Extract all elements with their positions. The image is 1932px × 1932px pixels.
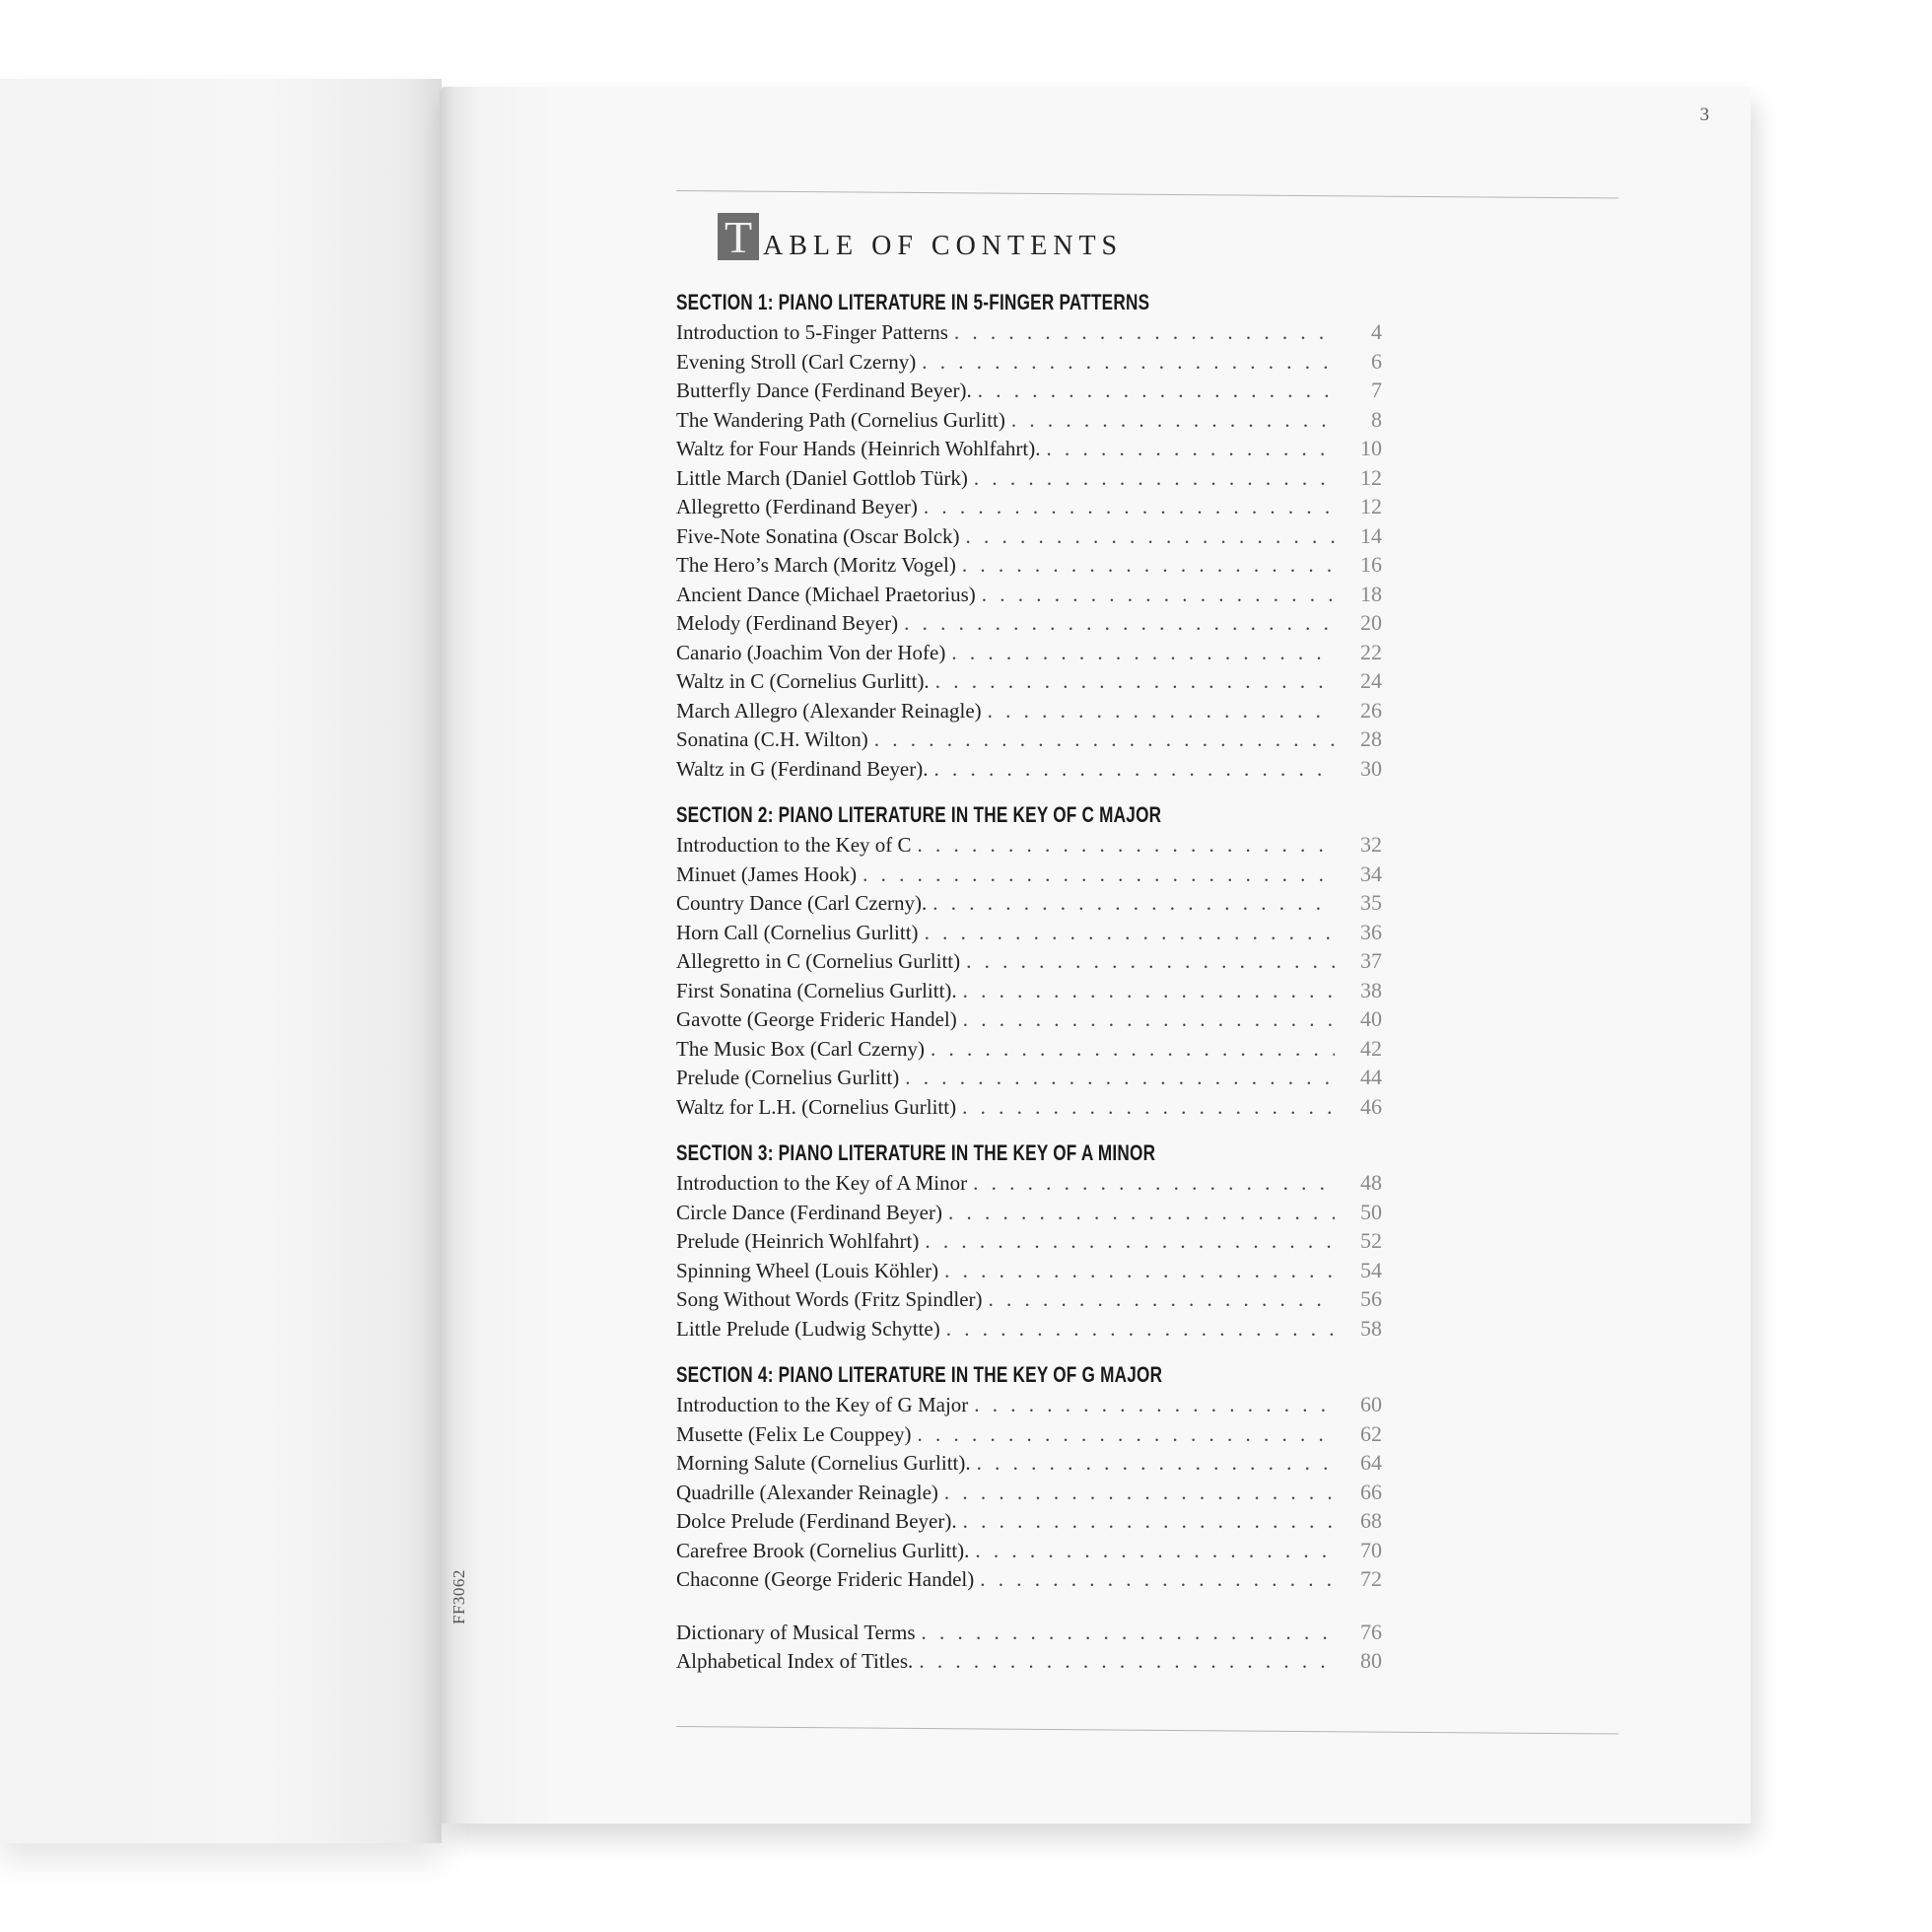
section-spacer [676, 783, 1382, 800]
dot-leader [974, 1391, 1335, 1420]
entry-page-number: 26 [1360, 697, 1382, 723]
dot-leader [951, 639, 1335, 668]
dot-leader [933, 755, 1335, 785]
toc-entry [676, 638, 1382, 667]
section-spacer [676, 1343, 1382, 1360]
entry-page-number: 8 [1371, 406, 1382, 432]
dot-leader [988, 697, 1335, 726]
entry-page-number: 66 [1360, 1479, 1382, 1504]
entry-page-number: 48 [1360, 1170, 1382, 1195]
entry-page-number: 36 [1360, 919, 1382, 944]
dot-leader [980, 1565, 1335, 1595]
section-spacer [676, 1121, 1382, 1138]
toc-title [718, 213, 1123, 260]
toc-entry [676, 1063, 1382, 1092]
dot-leader [919, 1647, 1335, 1677]
dot-leader [989, 1285, 1335, 1315]
toc-entry [676, 1004, 1382, 1034]
dot-leader [922, 1619, 1335, 1648]
dot-leader [874, 725, 1335, 755]
entry-page-number: 76 [1360, 1619, 1382, 1644]
section-heading: SECTION 4: PIANO LITERATURE IN THE KEY OF G MAJOR [676, 1362, 1163, 1387]
toc-entry [676, 976, 1382, 1005]
entry-title: Butterfly Dance (Ferdinand Beyer). [676, 379, 972, 402]
entry-page-number: 50 [1360, 1199, 1382, 1224]
entry-title: Introduction to the Key of A Minor [676, 1171, 968, 1195]
dot-leader [932, 889, 1335, 919]
entry-title: Ancient Dance (Michael Praetorius) [676, 582, 976, 606]
entry-title: First Sonatina (Cornelius Gurlitt). [676, 978, 957, 1002]
entry-title: Morning Salute (Cornelius Gurlitt). [676, 1451, 971, 1475]
toc-entry [676, 521, 1382, 551]
entry-title: Waltz in G (Ferdinand Beyer). [676, 756, 929, 781]
toc-entry [676, 317, 1382, 347]
entry-title: Little March (Daniel Gottlob Türk) [676, 465, 968, 490]
toc-entry [676, 830, 1382, 860]
entry-title: The Hero’s March (Moritz Vogel) [676, 553, 956, 577]
entry-page-number: 20 [1360, 610, 1382, 635]
entry-page-number: 54 [1360, 1257, 1382, 1282]
entry-title: Circle Dance (Ferdinand Beyer) [676, 1200, 942, 1224]
entry-page-number: 18 [1360, 581, 1382, 606]
entry-title: The Music Box (Carl Czerny) [676, 1036, 925, 1061]
entry-title: Minuet (James Hook) [676, 862, 858, 886]
toc-entry [676, 1092, 1382, 1122]
entry-title: Waltz in C (Cornelius Gurlitt). [676, 669, 930, 693]
entry-page-number: 28 [1360, 726, 1382, 751]
toc-entry [676, 1419, 1382, 1449]
entry-page-number: 30 [1360, 755, 1382, 781]
dot-leader [935, 667, 1335, 697]
entry-page-number: 12 [1360, 494, 1382, 518]
toc-entry [676, 492, 1382, 521]
section-heading: SECTION 1: PIANO LITERATURE IN 5-FINGER PATTERNS [676, 290, 1150, 314]
toc-entry [676, 347, 1382, 377]
entry-page-number: 64 [1360, 1450, 1382, 1475]
dot-leader [1046, 435, 1335, 464]
toc-entry [676, 1618, 1382, 1647]
dot-leader [966, 947, 1335, 977]
dot-leader [918, 1420, 1335, 1450]
toc-entry [676, 1478, 1382, 1507]
toc-entry [676, 1448, 1382, 1478]
entry-page-number: 37 [1360, 948, 1382, 973]
dot-leader [862, 861, 1335, 890]
dot-leader [1011, 406, 1335, 436]
dot-leader [922, 348, 1335, 378]
left-page [0, 79, 442, 1843]
dot-leader [931, 1035, 1335, 1065]
entry-page-number: 80 [1360, 1648, 1382, 1673]
entry-title: Musette (Felix Le Couppey) [676, 1421, 912, 1446]
entry-title: Waltz for Four Hands (Heinrich Wohlfahrt). [676, 437, 1041, 460]
toc-entry [676, 1168, 1382, 1198]
entry-title: Alphabetical Index of Titles. [676, 1649, 914, 1673]
toc-entry [676, 946, 1382, 976]
dot-leader [925, 919, 1335, 948]
toc-entry [676, 888, 1382, 918]
entry-page-number: 22 [1360, 639, 1382, 664]
table-of-contents [676, 288, 1382, 1676]
entry-page-number: 32 [1360, 832, 1382, 857]
toc-entry [676, 918, 1382, 947]
dot-leader [982, 581, 1335, 610]
top-rule [676, 190, 1619, 199]
entry-page-number: 10 [1360, 436, 1382, 460]
toc-entry [676, 1646, 1382, 1676]
entry-title: Introduction to the Key of G Major [676, 1393, 969, 1416]
toc-entry [676, 1564, 1382, 1594]
toc-entry [676, 608, 1382, 638]
dot-leader [944, 1257, 1335, 1286]
entry-page-number: 40 [1360, 1006, 1382, 1031]
entry-title: Quadrille (Alexander Reinagle) [676, 1480, 938, 1504]
entry-page-number: 38 [1360, 977, 1382, 1002]
dot-leader [963, 1005, 1335, 1035]
section-heading: SECTION 2: PIANO LITERATURE IN THE KEY OF C MAJOR [676, 802, 1162, 827]
dot-leader [978, 377, 1335, 406]
dot-leader [905, 1064, 1335, 1093]
toc-entry [676, 1034, 1382, 1064]
entry-title: Canario (Joachim Von der Hofe) [676, 640, 946, 664]
toc-entry [676, 1390, 1382, 1419]
toc-entry [676, 1198, 1382, 1227]
toc-entry [676, 1506, 1382, 1536]
dot-leader [918, 831, 1335, 861]
entry-page-number: 52 [1360, 1228, 1382, 1253]
dot-leader [963, 977, 1335, 1006]
entry-title: Horn Call (Cornelius Gurlitt) [676, 920, 919, 944]
dot-leader [962, 1093, 1335, 1123]
catalog-code: FF3062 [449, 1569, 468, 1624]
toc-entry [676, 666, 1382, 696]
toc-entry [676, 550, 1382, 580]
entry-page-number: 16 [1360, 552, 1382, 577]
entry-page-number: 60 [1360, 1392, 1382, 1416]
entry-title: Waltz for L.H. (Cornelius Gurlitt) [676, 1094, 957, 1119]
page-number: 3 [1699, 104, 1709, 125]
entry-title: Little Prelude (Ludwig Schytte) [676, 1316, 940, 1341]
entry-page-number: 24 [1360, 668, 1382, 693]
entry-title: Melody (Ferdinand Beyer) [676, 611, 899, 635]
toc-entry [676, 434, 1382, 463]
dot-leader [962, 551, 1335, 581]
entry-page-number: 56 [1360, 1286, 1382, 1311]
section-spacer [676, 1594, 1382, 1618]
entry-page-number: 35 [1360, 890, 1382, 915]
dot-leader [963, 1507, 1335, 1537]
toc-entry [676, 1226, 1382, 1256]
entry-title: Allegretto (Ferdinand Beyer) [676, 495, 918, 518]
entry-title: Spinning Wheel (Louis Köhler) [676, 1258, 939, 1282]
toc-entry [676, 1256, 1382, 1285]
entry-title: Carefree Brook (Cornelius Gurlitt). [676, 1538, 970, 1562]
entry-title: Dolce Prelude (Ferdinand Beyer). [676, 1509, 957, 1533]
toc-entry [676, 754, 1382, 784]
dot-leader [966, 522, 1335, 552]
entry-page-number: 68 [1360, 1508, 1382, 1533]
dot-leader [925, 1227, 1335, 1257]
entry-title: Allegretto in C (Cornelius Gurlitt) [676, 949, 961, 973]
entry-page-number: 12 [1360, 464, 1382, 490]
dot-leader [944, 1479, 1335, 1508]
entry-page-number: 4 [1371, 319, 1382, 344]
dot-leader [975, 1537, 1335, 1566]
entry-title: March Allegro (Alexander Reinagle) [676, 698, 982, 723]
bottom-rule [676, 1726, 1619, 1735]
entry-title: Introduction to the Key of C [676, 833, 912, 857]
dot-leader [973, 1169, 1335, 1199]
section-heading: SECTION 3: PIANO LITERATURE IN THE KEY OF A MINOR [676, 1140, 1156, 1165]
dot-leader [946, 1315, 1335, 1345]
right-page [440, 87, 1751, 1824]
toc-entry [676, 696, 1382, 725]
entry-page-number: 72 [1360, 1566, 1382, 1591]
entry-title: Prelude (Cornelius Gurlitt) [676, 1066, 900, 1089]
entry-title: Five-Note Sonatina (Oscar Bolck) [676, 523, 960, 548]
entry-page-number: 6 [1371, 348, 1382, 374]
dot-leader [974, 464, 1335, 494]
dot-leader [904, 609, 1335, 639]
toc-entry [676, 376, 1382, 405]
toc-entry [676, 1536, 1382, 1565]
toc-entry [676, 1314, 1382, 1344]
toc-entry [676, 1284, 1382, 1314]
toc-entry [676, 580, 1382, 609]
entry-page-number: 46 [1360, 1093, 1382, 1119]
toc-entry [676, 860, 1382, 889]
dot-leader [977, 1449, 1335, 1479]
entry-page-number: 70 [1360, 1537, 1382, 1562]
entry-title: Gavotte (George Frideric Handel) [676, 1007, 957, 1031]
entry-title: The Wandering Path (Cornelius Gurlitt) [676, 407, 1005, 432]
entry-title: Prelude (Heinrich Wohlfahrt) [676, 1229, 920, 1253]
entry-title: Chaconne (George Frideric Handel) [676, 1567, 975, 1591]
dot-leader [954, 318, 1335, 348]
toc-entry [676, 463, 1382, 493]
title-text: ABLE OF CONTENTS [763, 231, 1124, 261]
dot-leader [948, 1199, 1335, 1228]
entry-page-number: 44 [1360, 1065, 1382, 1089]
entry-title: Country Dance (Carl Czerny). [676, 891, 928, 915]
toc-entry [676, 724, 1382, 754]
entry-title: Song Without Words (Fritz Spindler) [676, 1287, 983, 1311]
entry-page-number: 42 [1360, 1035, 1382, 1061]
toc-entry [676, 405, 1382, 435]
entry-title: Evening Stroll (Carl Czerny) [676, 349, 917, 374]
entry-page-number: 58 [1360, 1315, 1382, 1341]
entry-title: Introduction to 5-Finger Patterns [676, 320, 948, 344]
entry-title: Dictionary of Musical Terms [676, 1620, 916, 1644]
entry-page-number: 62 [1360, 1420, 1382, 1446]
entry-title: Sonatina (C.H. Wilton) [676, 727, 868, 751]
dot-leader [924, 493, 1335, 522]
entry-page-number: 14 [1360, 522, 1382, 548]
entry-page-number: 7 [1371, 378, 1382, 402]
title-drop-cap: T [718, 213, 759, 260]
entry-page-number: 34 [1360, 861, 1382, 886]
